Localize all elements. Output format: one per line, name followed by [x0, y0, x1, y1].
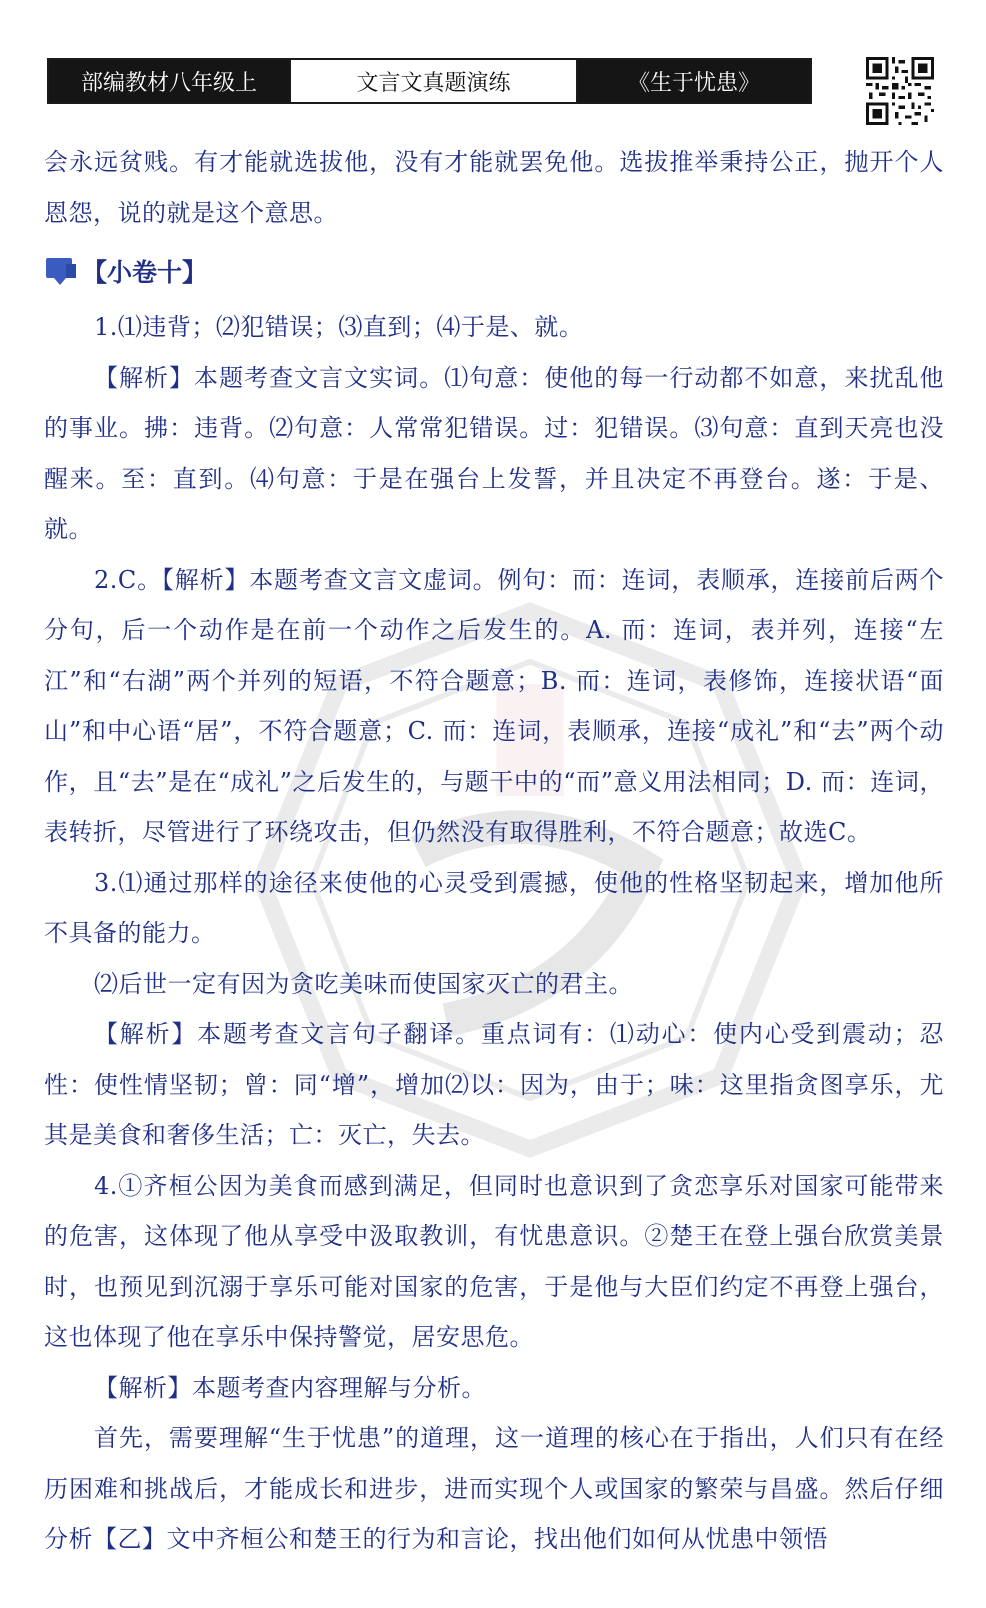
bookmark-icon — [44, 256, 78, 286]
header-textbook-label: 部编教材八年级上 — [49, 60, 289, 102]
answer-2: 2.C。【解析】本题考查文言文虚词。例句：而：连词，表顺承，连接前后两个分句，后一个动作是在前一个动作之后发生的。A. 而：连词，表并列，连接“左江”和“右湖”两个并列的短语，不符合题意；B. 而：连词，表修饰，连接状语“面山”和中心语“居”，不符合题意；C. 而：连词，表顺承，连接“成礼”和“去”两个动作，且“去”是在“成礼”之后发生的，与题干中的“而”意义用法相同；D. 而：连词，表转折，尽管进行了环绕攻击，但仍然没有取得胜利，不符合题意；故选C。 — [44, 565, 944, 846]
answer-3-part-2: ⑵后世一定有因为贪吃美味而使国家灭亡的君主。 — [94, 969, 633, 998]
answer-content — [44, 137, 944, 1565]
answer-3-part-1: 3.⑴通过那样的途径来使他的心灵受到震撼，使他的性格坚韧起来，增加他所不具备的能力。 — [44, 868, 944, 947]
section-title: 【小卷十】 — [82, 258, 208, 287]
analysis-4-body: 首先，需要理解“生于忧患”的道理，这一道理的核心在于指出，人们只有在经历困难和挑战后，才能成长和进步，进而实现个人或国家的繁荣与昌盛。然后仔细分析【乙】文中齐桓公和楚王的行为和言论，找出他们如何从忧患中领悟 — [44, 1424, 944, 1553]
analysis-1: 【解析】本题考查文言文实词。⑴句意：使他的每一行动都不如意，来扰乱他的事业。拂：违背。⑵句意：人常常犯错误。过：犯错误。⑶句意：直到天亮也没醒来。至：直到。⑷句意：于是在强台上发誓，并且决定不再登台。遂：于是、就。 — [44, 363, 944, 543]
answer-4: 4.①齐桓公因为美食而感到满足，但同时也意识到了贪恋享乐对国家可能带来的危害，这体现了他从享受中汲取教训，有忧患意识。②楚王在登上强台欣赏美景时，也预见到沉溺于享乐可能对国家的危害，于是他与大臣们约定不再登上强台，这也体现了他在享乐中保持警觉，居安思危。 — [44, 1171, 944, 1351]
paragraph-continued: 会永远贫贱。有才能就选拔他，没有才能就罢免他。选拔推举秉持公正，抛开个人恩怨，说的就是这个意思。 — [44, 148, 944, 227]
analysis-3: 【解析】本题考查文言句子翻译。重点词有：⑴动心：使内心受到震动；忍性：使性情坚韧；曾：同“增”，增加⑵以：因为，由于；味：这里指贪图享乐，尤其是美食和奢侈生活；亡：灭亡，失去。 — [44, 1020, 944, 1149]
header-lesson-title: 《生于忧患》 — [578, 60, 810, 102]
qr-code-icon — [866, 57, 934, 125]
analysis-4-heading: 【解析】本题考查内容理解与分析。 — [94, 1373, 486, 1402]
section-heading — [44, 246, 944, 296]
page-header — [47, 58, 812, 104]
header-section-label: 文言文真题演练 — [289, 60, 578, 102]
answer-1: 1.⑴违背；⑵犯错误；⑶直到；⑷于是、就。 — [94, 313, 584, 341]
